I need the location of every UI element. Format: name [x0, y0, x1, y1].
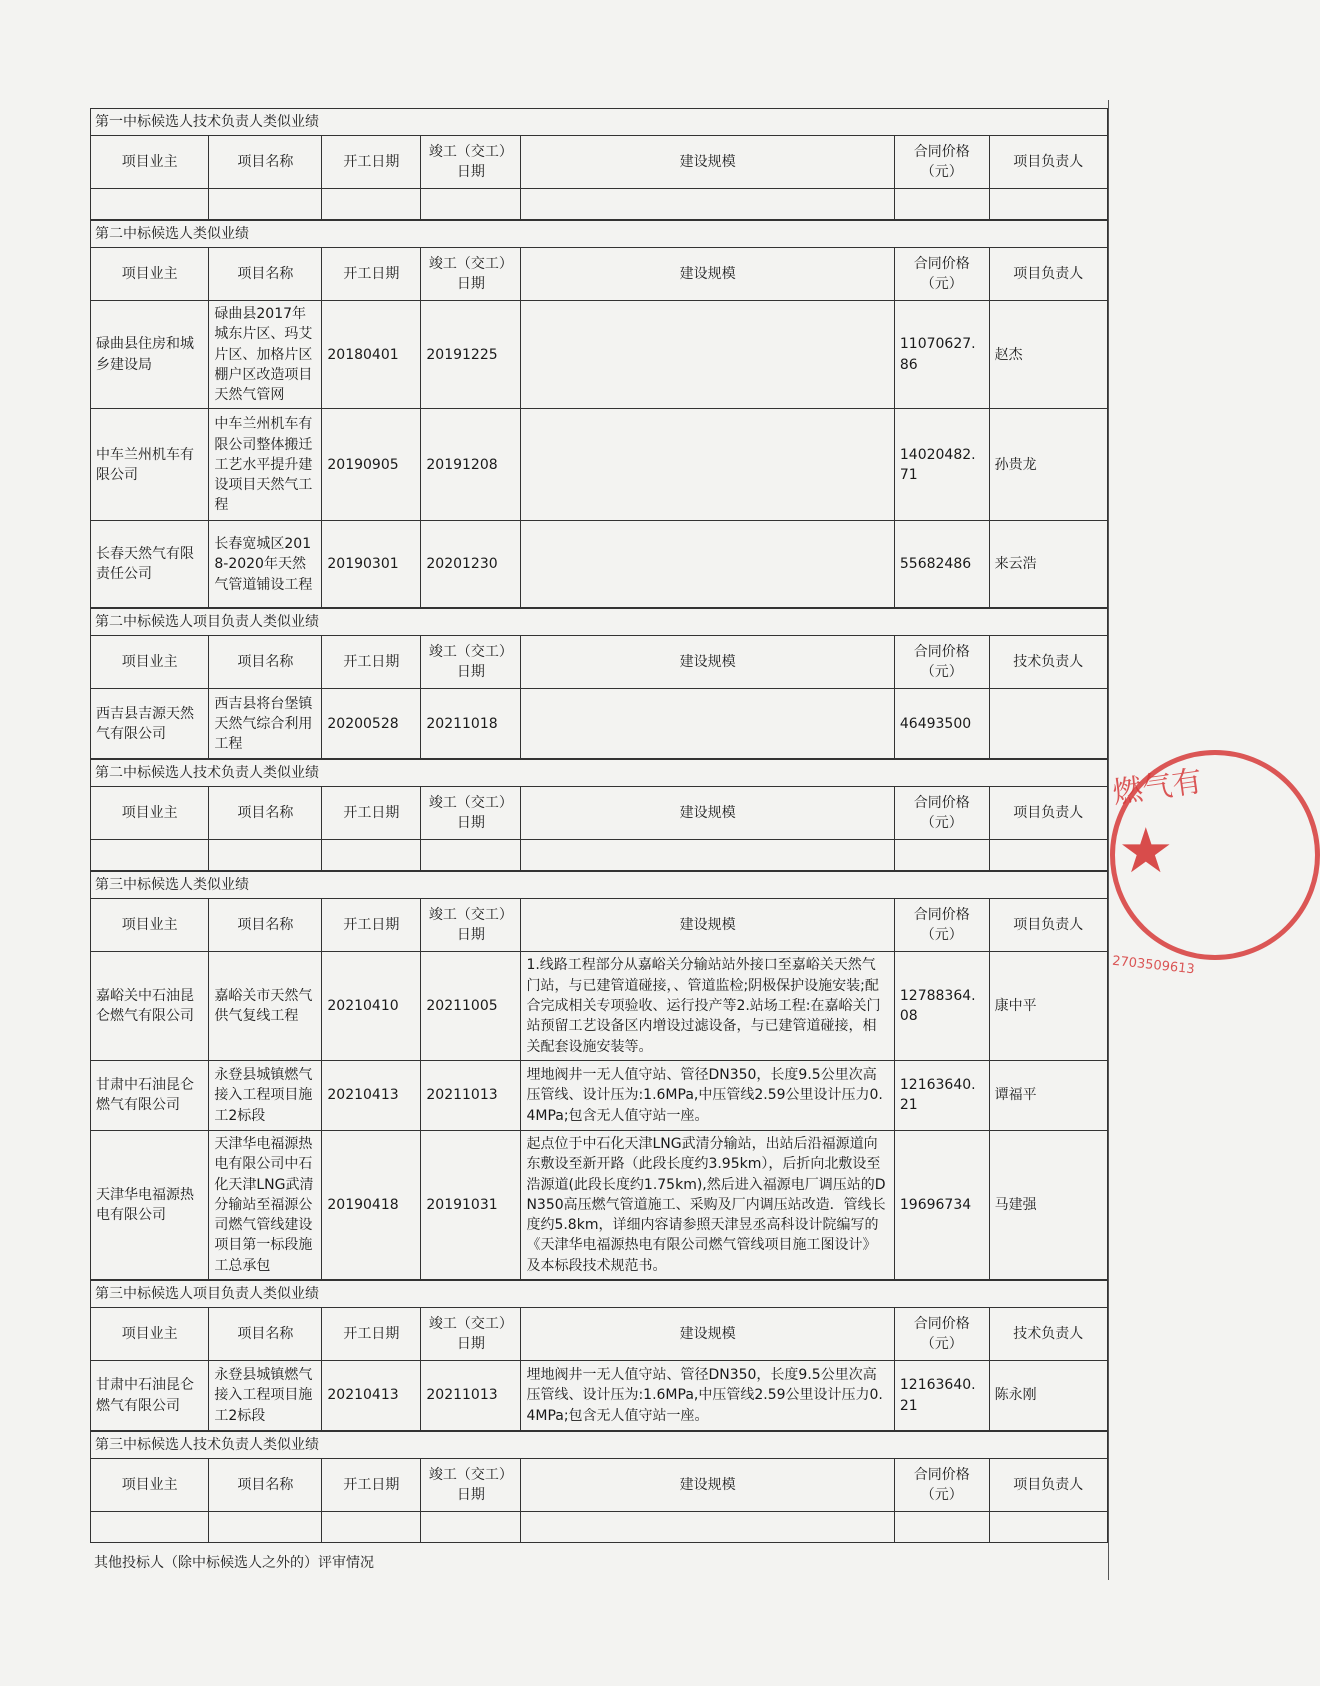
cell-person: 谭福平	[989, 1060, 1107, 1130]
table-row	[91, 1060, 1108, 1130]
header-price: 合同价格（元）	[894, 248, 989, 301]
table-header-row	[91, 248, 1108, 301]
cell-person: 康中平	[989, 952, 1107, 1060]
header-start: 开工日期	[322, 248, 421, 301]
cell-name: 嘉峪关市天然气供气复线工程	[209, 952, 322, 1060]
cell-start: 20190905	[322, 409, 421, 521]
seal-number: 2703509613	[1111, 953, 1196, 978]
cell-end: 20211013	[421, 1361, 521, 1431]
performance-table	[90, 1307, 1108, 1431]
cell-owner: 碌曲县住房和城乡建设局	[91, 301, 209, 409]
cell-person: 陈永刚	[989, 1361, 1107, 1431]
header-manager: 项目负责人	[989, 136, 1107, 189]
seal-star-icon: ★	[1118, 814, 1174, 887]
header-owner: 项目业主	[91, 636, 209, 689]
cell-person: 孙贵龙	[989, 409, 1107, 521]
cell-scale: 埋地阀井一无人值守站、管径DN350，长度9.5公里次高压管线、设计压为:1.6MPa,中压管线2.59公里设计压力0.4MPa;包含无人值守站一座。	[521, 1361, 894, 1431]
header-name: 项目名称	[209, 899, 322, 952]
table-row	[91, 1512, 1108, 1543]
table-row	[91, 1130, 1108, 1279]
cell-end: 20211013	[421, 1060, 521, 1130]
table-row	[91, 301, 1108, 409]
section-title: 第二中标候选人类似业绩	[90, 220, 1108, 247]
cell-scale: 1.线路工程部分从嘉峪关分输站站外接口至嘉峪关天然气门站，与已建管道碰接，、管道监检;阴极保护设施安装;配合完成相关专项验收、运行投产等2.站场工程:在嘉峪关门站预留工艺设备区内增设过滤设备，与已建管道碰接，相关配套设施安装等。	[521, 952, 894, 1060]
table-row	[91, 409, 1108, 521]
table-row	[91, 840, 1108, 871]
cell-start: 20200528	[322, 689, 421, 759]
cell-scale	[521, 301, 894, 409]
header-end: 竣工（交工）日期	[421, 787, 521, 840]
header-price: 合同价格（元）	[894, 899, 989, 952]
header-owner: 项目业主	[91, 899, 209, 952]
table-row	[91, 1361, 1108, 1431]
cell-person: 赵杰	[989, 301, 1107, 409]
cell-end: 20191225	[421, 301, 521, 409]
cell-start: 20210413	[322, 1060, 421, 1130]
cell-end: 20211018	[421, 689, 521, 759]
header-name: 项目名称	[209, 636, 322, 689]
header-owner: 项目业主	[91, 1308, 209, 1361]
table-header-row	[91, 899, 1108, 952]
header-name: 项目名称	[209, 1459, 322, 1512]
header-start: 开工日期	[322, 1308, 421, 1361]
header-start: 开工日期	[322, 899, 421, 952]
header-name: 项目名称	[209, 136, 322, 189]
header-price: 合同价格（元）	[894, 636, 989, 689]
section-title: 第三中标候选人项目负责人类似业绩	[90, 1280, 1108, 1307]
table-row	[91, 189, 1108, 220]
header-owner: 项目业主	[91, 1459, 209, 1512]
header-scale: 建设规模	[521, 136, 894, 189]
header-manager: 项目负责人	[989, 787, 1107, 840]
header-manager: 项目负责人	[989, 899, 1107, 952]
header-start: 开工日期	[322, 636, 421, 689]
header-end: 竣工（交工）日期	[421, 899, 521, 952]
cell-price: 12163640.21	[894, 1060, 989, 1130]
cell-name: 西吉县将台堡镇天然气综合利用工程	[209, 689, 322, 759]
cell-person: 马建强	[989, 1130, 1107, 1279]
cell-price: 14020482.71	[894, 409, 989, 521]
table-header-row	[91, 636, 1108, 689]
header-price: 合同价格（元）	[894, 1308, 989, 1361]
cell-end: 20191031	[421, 1130, 521, 1279]
cell-end: 20191208	[421, 409, 521, 521]
header-end: 竣工（交工）日期	[421, 248, 521, 301]
section-title: 第一中标候选人技术负责人类似业绩	[90, 108, 1108, 135]
section-title: 第三中标候选人类似业绩	[90, 871, 1108, 898]
table-row	[91, 952, 1108, 1060]
cell-owner: 西吉县吉源天然气有限公司	[91, 689, 209, 759]
cell-scale	[521, 409, 894, 521]
seal-text: 燃气有	[1110, 763, 1205, 812]
header-scale: 建设规模	[521, 636, 894, 689]
header-scale: 建设规模	[521, 787, 894, 840]
header-scale: 建设规模	[521, 1459, 894, 1512]
cell-owner: 嘉峪关中石油昆仑燃气有限公司	[91, 952, 209, 1060]
header-end: 竣工（交工）日期	[421, 1459, 521, 1512]
cell-price: 12163640.21	[894, 1361, 989, 1431]
document-page	[90, 108, 1108, 1583]
header-price: 合同价格（元）	[894, 787, 989, 840]
section-title: 第二中标候选人技术负责人类似业绩	[90, 759, 1108, 786]
table-row	[91, 689, 1108, 759]
header-scale: 建设规模	[521, 899, 894, 952]
performance-table	[90, 635, 1108, 759]
cell-name: 永登县城镇燃气接入工程项目施工2标段	[209, 1060, 322, 1130]
page-right-border	[1108, 100, 1109, 1580]
cell-person	[989, 689, 1107, 759]
header-price: 合同价格（元）	[894, 136, 989, 189]
cell-scale	[521, 689, 894, 759]
cell-owner: 天津华电福源热电有限公司	[91, 1130, 209, 1279]
section-title: 第三中标候选人技术负责人类似业绩	[90, 1431, 1108, 1458]
header-owner: 项目业主	[91, 136, 209, 189]
header-start: 开工日期	[322, 1459, 421, 1512]
table-header-row	[91, 136, 1108, 189]
performance-table	[90, 247, 1108, 608]
cell-name: 碌曲县2017年城东片区、玛艾片区、加格片区棚户区改造项目天然气管网	[209, 301, 322, 409]
cell-start: 20210410	[322, 952, 421, 1060]
cell-start: 20190418	[322, 1130, 421, 1279]
header-scale: 建设规模	[521, 1308, 894, 1361]
cell-price: 11070627.86	[894, 301, 989, 409]
header-manager: 项目负责人	[989, 1459, 1107, 1512]
performance-table	[90, 786, 1108, 871]
header-scale: 建设规模	[521, 248, 894, 301]
header-owner: 项目业主	[91, 787, 209, 840]
performance-table	[90, 898, 1108, 1280]
table-header-row	[91, 1308, 1108, 1361]
cell-name: 长春宽城区2018-2020年天然气管道铺设工程	[209, 521, 322, 608]
header-tech: 技术负责人	[989, 1308, 1107, 1361]
cell-price: 12788364.08	[894, 952, 989, 1060]
cell-scale: 起点位于中石化天津LNG武清分输站，出站后沿福源道向东敷设至新开路（此段长度约3.95km），后折向北敷设至浩源道(此段长度约1.75km),然后进入福源电厂调压站的DN350高压燃气管道施工、采购及厂内调压站改造．管线长度约5.8km，详细内容请参照天津昱丞高科设计院编写的《天津华电福源热电有限公司燃气管线项目施工图设计》及本标段技术规范书。	[521, 1130, 894, 1279]
header-start: 开工日期	[322, 787, 421, 840]
section-title: 第二中标候选人项目负责人类似业绩	[90, 608, 1108, 635]
cell-end: 20201230	[421, 521, 521, 608]
cell-price: 46493500	[894, 689, 989, 759]
header-price: 合同价格（元）	[894, 1459, 989, 1512]
header-name: 项目名称	[209, 1308, 322, 1361]
header-end: 竣工（交工）日期	[421, 136, 521, 189]
cell-owner: 甘肃中石油昆仑燃气有限公司	[91, 1060, 209, 1130]
header-name: 项目名称	[209, 248, 322, 301]
header-name: 项目名称	[209, 787, 322, 840]
table-header-row	[91, 1459, 1108, 1512]
cell-owner: 长春天然气有限责任公司	[91, 521, 209, 608]
cell-scale: 埋地阀井一无人值守站、管径DN350，长度9.5公里次高压管线、设计压为:1.6MPa,中压管线2.59公里设计压力0.4MPa;包含无人值守站一座。	[521, 1060, 894, 1130]
cell-name: 永登县城镇燃气接入工程项目施工2标段	[209, 1361, 322, 1431]
cell-price: 19696734	[894, 1130, 989, 1279]
cell-name: 中车兰州机车有限公司整体搬迁工艺水平提升建设项目天然气工程	[209, 409, 322, 521]
header-start: 开工日期	[322, 136, 421, 189]
header-owner: 项目业主	[91, 248, 209, 301]
cell-name: 天津华电福源热电有限公司中石化天津LNG武清分输站至福源公司燃气管线建设项目第一标段施工总承包	[209, 1130, 322, 1279]
cell-owner: 甘肃中石油昆仑燃气有限公司	[91, 1361, 209, 1431]
cell-end: 20211005	[421, 952, 521, 1060]
table-header-row	[91, 787, 1108, 840]
performance-table	[90, 135, 1108, 220]
performance-table	[90, 1458, 1108, 1543]
header-end: 竣工（交工）日期	[421, 1308, 521, 1361]
header-manager: 项目负责人	[989, 248, 1107, 301]
header-end: 竣工（交工）日期	[421, 636, 521, 689]
table-row	[91, 521, 1108, 608]
cell-start: 20190301	[322, 521, 421, 608]
cell-start: 20210413	[322, 1361, 421, 1431]
header-tech: 技术负责人	[989, 636, 1107, 689]
cell-owner: 中车兰州机车有限公司	[91, 409, 209, 521]
cell-person: 来云浩	[989, 521, 1107, 608]
cell-scale	[521, 521, 894, 608]
cell-price: 55682486	[894, 521, 989, 608]
cell-start: 20180401	[322, 301, 421, 409]
footer-section-title: 其他投标人（除中标候选人之外的）评审情况	[94, 1555, 374, 1572]
